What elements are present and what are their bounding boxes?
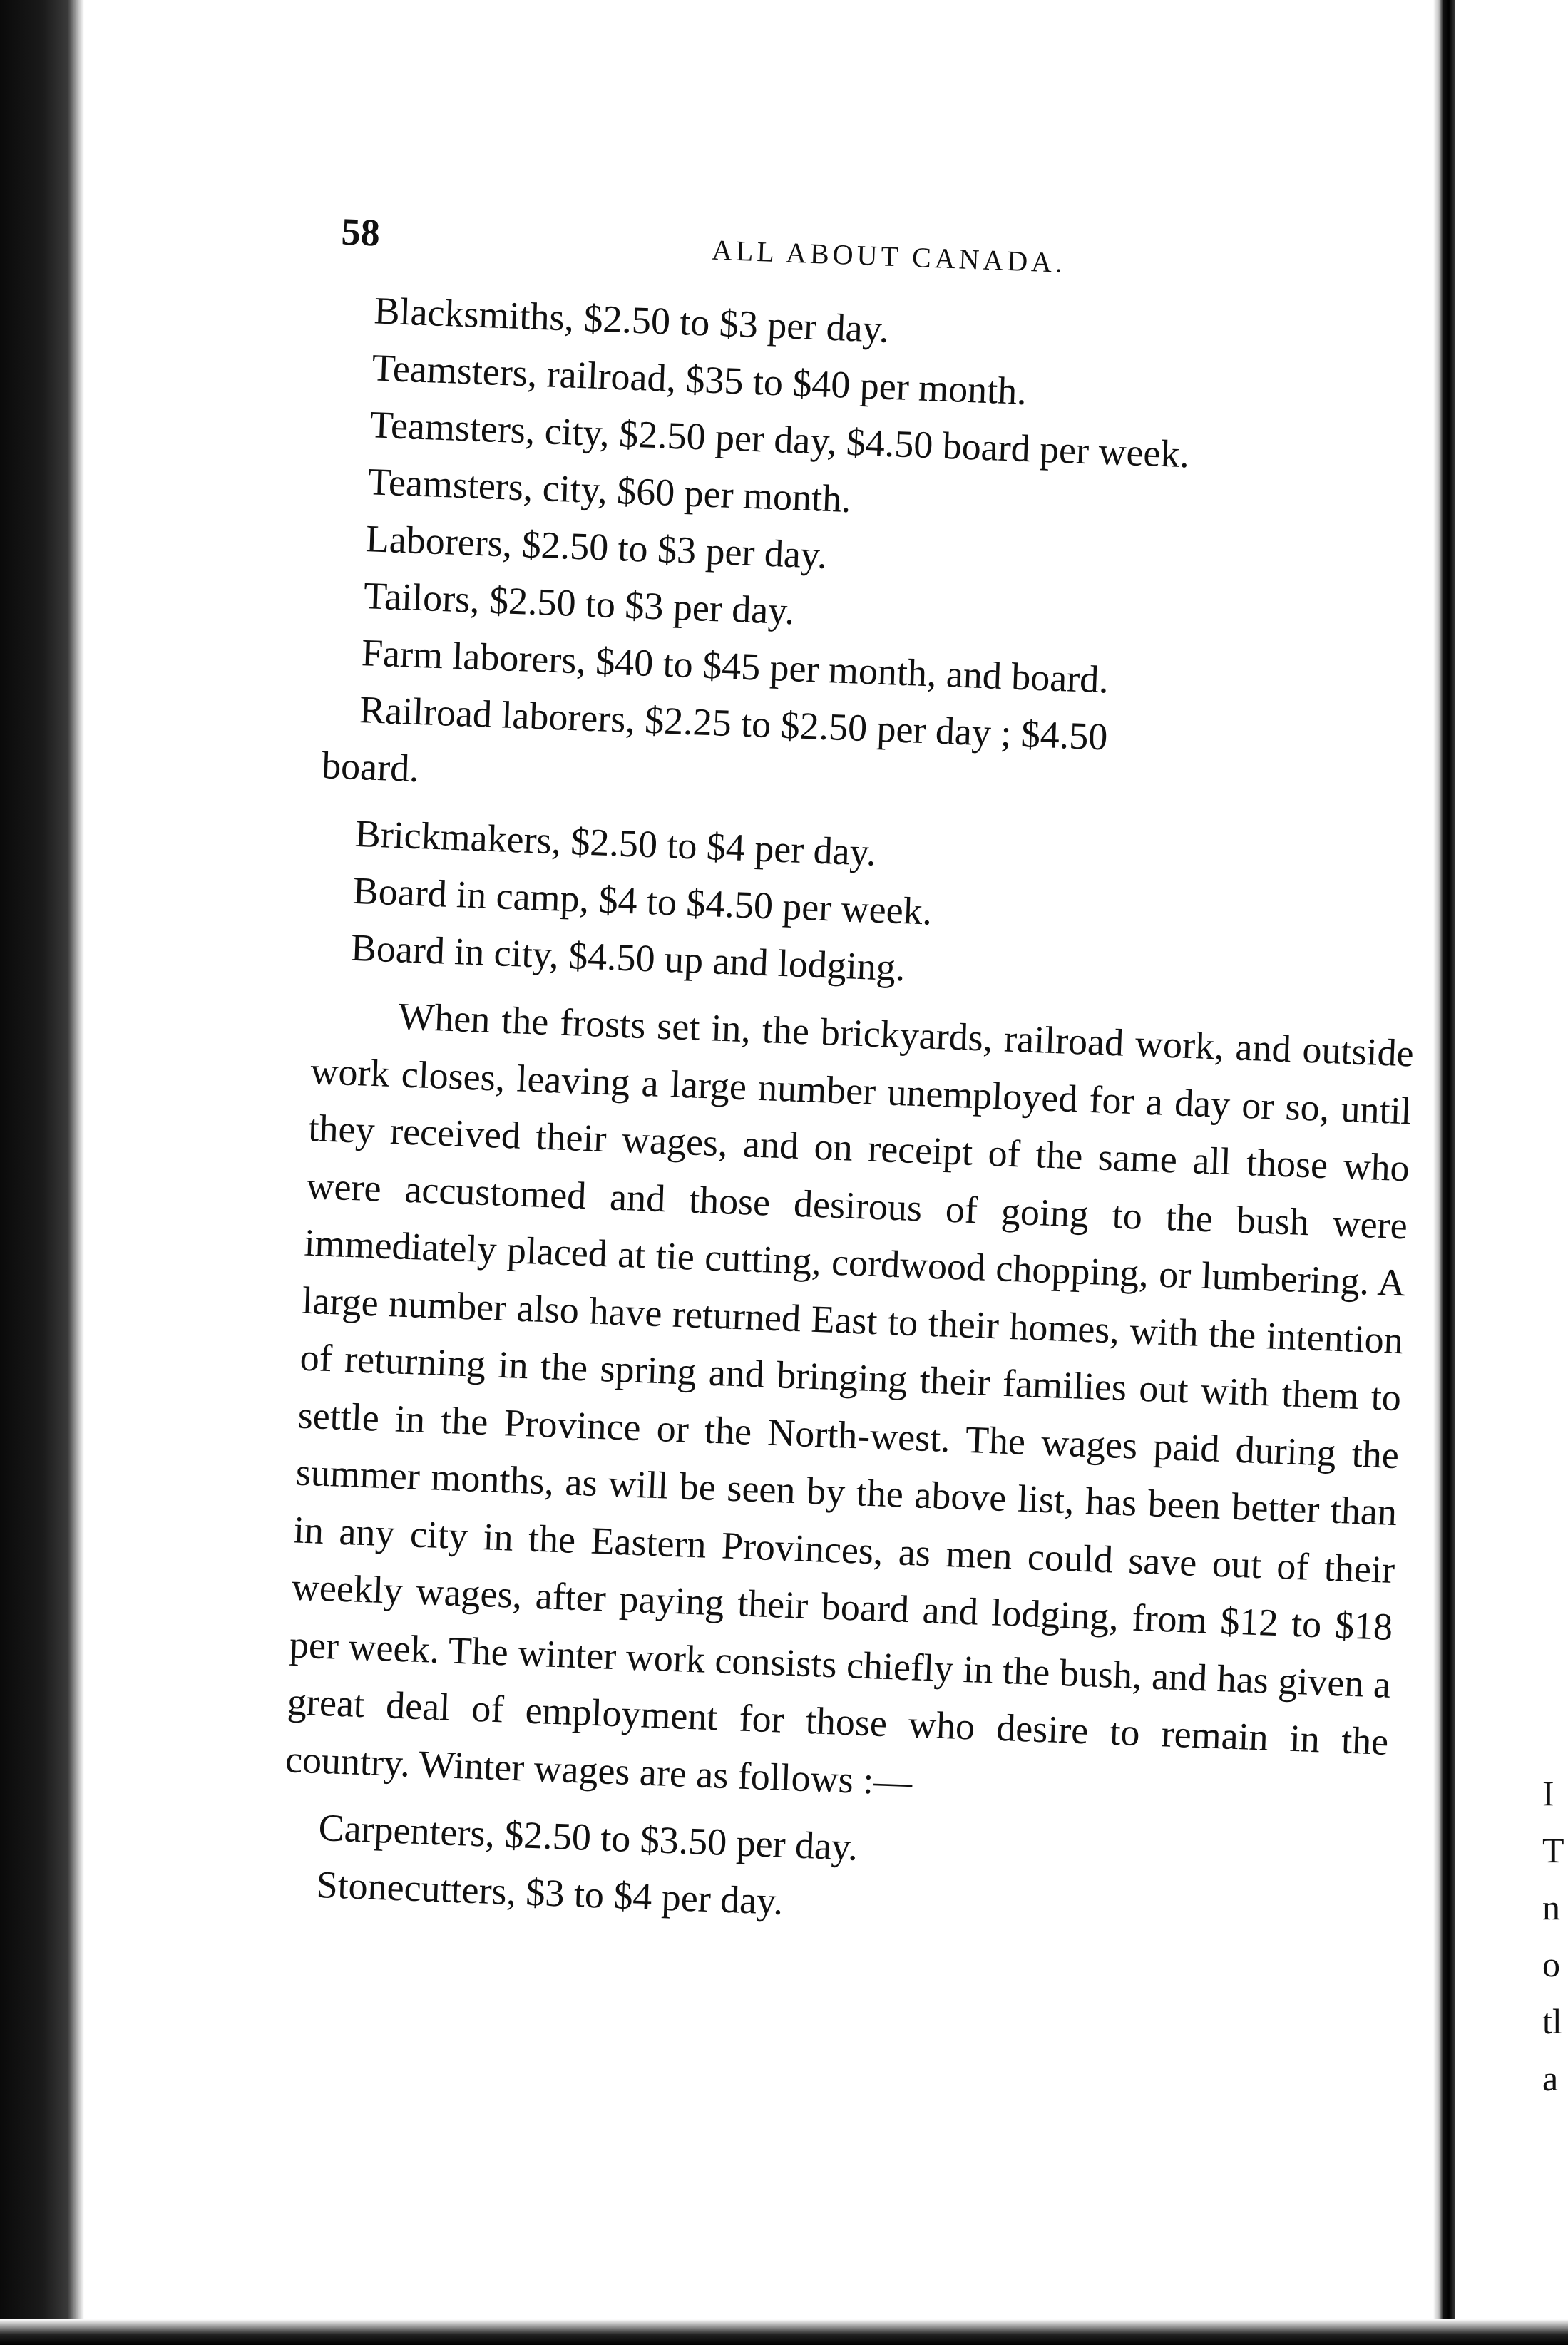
adjacent-page: [1455, 0, 1568, 2345]
adjacent-page-fragment: T: [1542, 1830, 1564, 1870]
wage-item: Teamsters, city, $2.50 per day, $4.50 board per week.: [369, 403, 1191, 476]
wage-item: Tailors, $2.50 to $3 per day.: [363, 574, 796, 633]
wage-item: Teamsters, railroad, $35 to $40 per month.: [371, 346, 1028, 413]
scan-left-edge: [0, 0, 84, 2345]
adjacent-page-fragment: o: [1542, 1944, 1560, 1984]
wage-item: Blacksmiths, $2.50 to $3 per day.: [373, 289, 890, 351]
adjacent-page-fragment: a: [1542, 2058, 1559, 2098]
wage-item: Board in camp, $4 to $4.50 per week.: [352, 868, 933, 933]
wage-item: Board in city, $4.50 up and lodging.: [349, 925, 906, 990]
adjacent-page-fragment: n: [1542, 1887, 1560, 1927]
page-gutter: [1433, 0, 1455, 2345]
wage-item: Farm laborers, $40 to $45 per month, and board.: [361, 631, 1110, 702]
wage-item: Stonecutters, $3 to $4 per day.: [315, 1862, 784, 1923]
wage-item-continuation: board.: [321, 744, 420, 791]
adjacent-page-fragment: I: [1542, 1773, 1554, 1813]
wage-item: Laborers, $2.50 to $3 per day.: [364, 517, 829, 577]
summer-wage-list: [243, 278, 1423, 1015]
page-body: [208, 207, 1425, 1951]
running-head: ALL ABOUT CANADA.: [711, 233, 1067, 279]
body-paragraph: When the frosts set in, the brickyards, railroad work, and outside work closes, leaving a large number unemployed for a day or so, until they received their wages, and on receipt of the same all those who were accustomed and those desirous of going to the bush were immediately placed at tie cutting, cordwood chopping, or lumbering. A large number also have returned East to their homes, with the intention of returning in the spring and bringing their families out with them to settle in the Province or the North-west. The wages paid during the summer months, as will be seen by the above list, has been better than in any city in the Eastern Provinces, as men could save out of their weekly wages, after paying their board and lodging, from $12 to $18 per week. The winter work consists chiefly in the bush, and has given a great deal of employment for those who desire to remain in the country. Winter wages are as follows :—: [285, 995, 1415, 1803]
wage-item: Railroad laborers, $2.25 to $2.50 per day ; $4.50: [359, 688, 1109, 759]
wage-item: Brickmakers, $2.50 to $4 per day.: [354, 811, 877, 874]
page-number: 58: [340, 210, 381, 255]
scan-bottom-edge: [0, 2319, 1568, 2345]
wage-item: Teamsters, city, $60 per month.: [367, 460, 852, 521]
adjacent-page-fragment: tl: [1542, 2001, 1562, 2041]
wage-item: Carpenters, $2.50 to $3.50 per day.: [317, 1805, 859, 1869]
